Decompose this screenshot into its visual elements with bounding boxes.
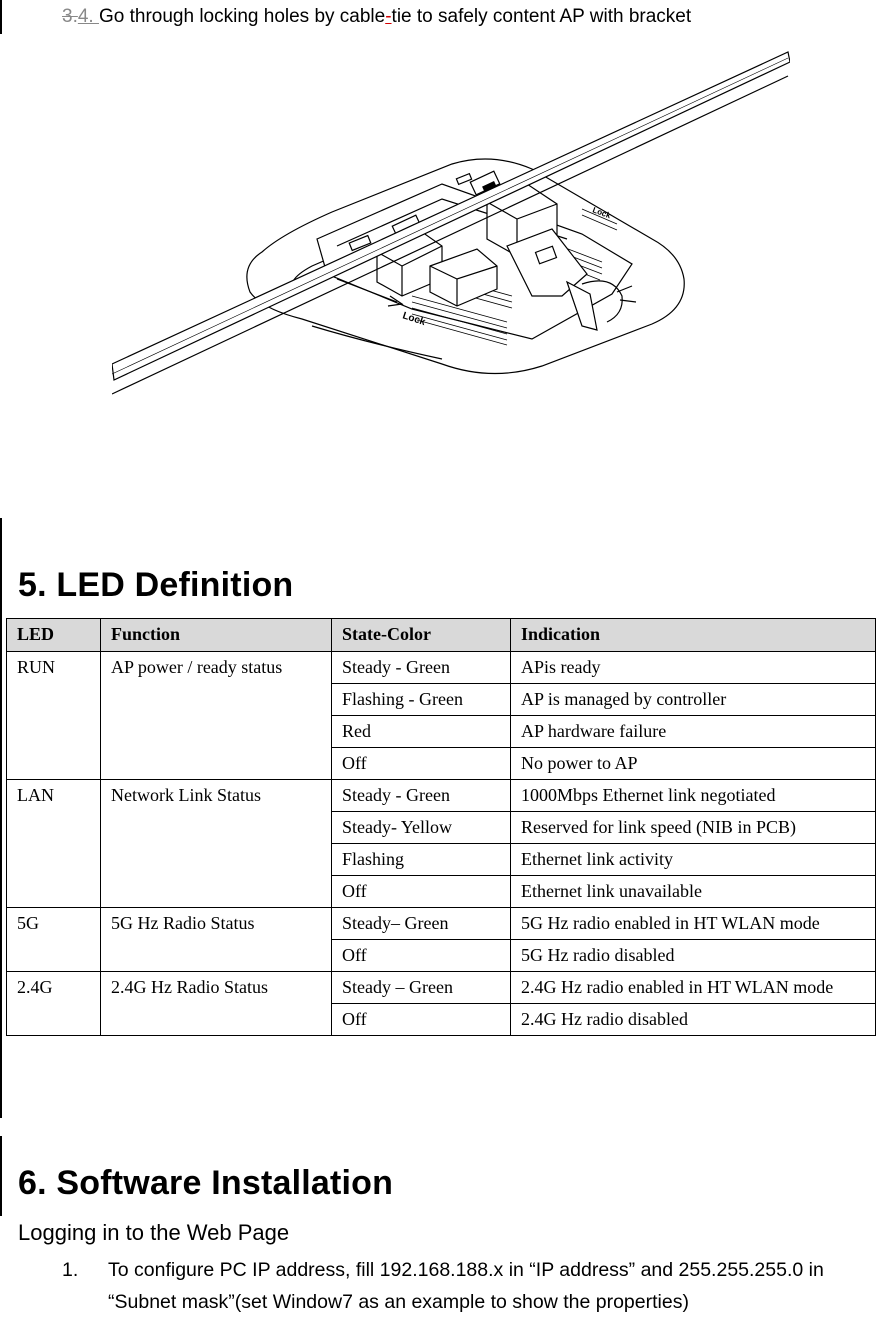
state-color: Steady– Green (332, 908, 511, 940)
list-item-text: To configure PC IP address, fill 192.168.188.x in “IP address” and 255.255.255.0 in “Subnet mask”(set Window7 as an example to show the properties) (108, 1259, 824, 1313)
table-row (7, 652, 876, 684)
led-name: RUN (7, 652, 101, 780)
indication: No power to AP (511, 748, 876, 780)
state-color: Off (332, 1004, 511, 1036)
indication: 1000Mbps Ethernet link negotiated (511, 780, 876, 812)
lock-label: Lock (401, 310, 427, 329)
step-number-inserted: 4. (77, 6, 99, 27)
step-text-inserted: - (385, 6, 392, 27)
state-color: Off (332, 876, 511, 908)
table-row (7, 972, 876, 1004)
led-name: 5G (7, 908, 101, 972)
state-color: Off (332, 748, 511, 780)
step-text-before: Go through locking holes by cable (98, 6, 386, 27)
table-row (7, 908, 876, 940)
step-text-after: tie to safely content AP with bracket (391, 6, 692, 27)
state-color: Steady- Yellow (332, 812, 511, 844)
indication: Ethernet link activity (511, 844, 876, 876)
change-bar-bottom (0, 1136, 2, 1216)
table-row (7, 780, 876, 812)
indication: APis ready (511, 652, 876, 684)
state-color: Off (332, 940, 511, 972)
state-color: Flashing - Green (332, 684, 511, 716)
indication: 2.4G Hz radio disabled (511, 1004, 876, 1036)
indication: AP hardware failure (511, 716, 876, 748)
state-color: Red (332, 716, 511, 748)
software-installation-heading: 6. Software Installation (18, 1164, 394, 1202)
led-function: AP power / ready status (101, 652, 332, 780)
change-bar-top (0, 0, 2, 34)
header-function: Function (101, 619, 332, 652)
login-subtitle: Logging in to the Web Page (18, 1220, 290, 1245)
state-color: Steady – Green (332, 972, 511, 1004)
led-function: 2.4G Hz Radio Status (101, 972, 332, 1036)
led-definition-heading: 5. LED Definition (18, 566, 294, 604)
indication: 5G Hz radio enabled in HT WLAN mode (511, 908, 876, 940)
state-color: Steady - Green (332, 780, 511, 812)
step-instruction (62, 6, 691, 28)
state-color: Flashing (332, 844, 511, 876)
led-name: LAN (7, 780, 101, 908)
indication: AP is managed by controller (511, 684, 876, 716)
step-number-deleted: 3. (62, 6, 78, 27)
led-definition-table (6, 618, 876, 1036)
indication: Reserved for link speed (NIB in PCB) (511, 812, 876, 844)
state-color: Steady - Green (332, 652, 511, 684)
header-indication: Indication (511, 619, 876, 652)
table-header-row (7, 619, 876, 652)
led-function: 5G Hz Radio Status (101, 908, 332, 972)
indication: Ethernet link unavailable (511, 876, 876, 908)
indication: 2.4G Hz radio enabled in HT WLAN mode (511, 972, 876, 1004)
header-led: LED (7, 619, 101, 652)
led-name: 2.4G (7, 972, 101, 1036)
list-item-number: 1. (62, 1259, 79, 1281)
header-state-color: State-Color (332, 619, 511, 652)
change-bar-middle (0, 518, 2, 1118)
ap-bracket-illustration (112, 34, 790, 398)
unlock-label: Lock (591, 205, 612, 221)
indication: 5G Hz radio disabled (511, 940, 876, 972)
led-function: Network Link Status (101, 780, 332, 908)
